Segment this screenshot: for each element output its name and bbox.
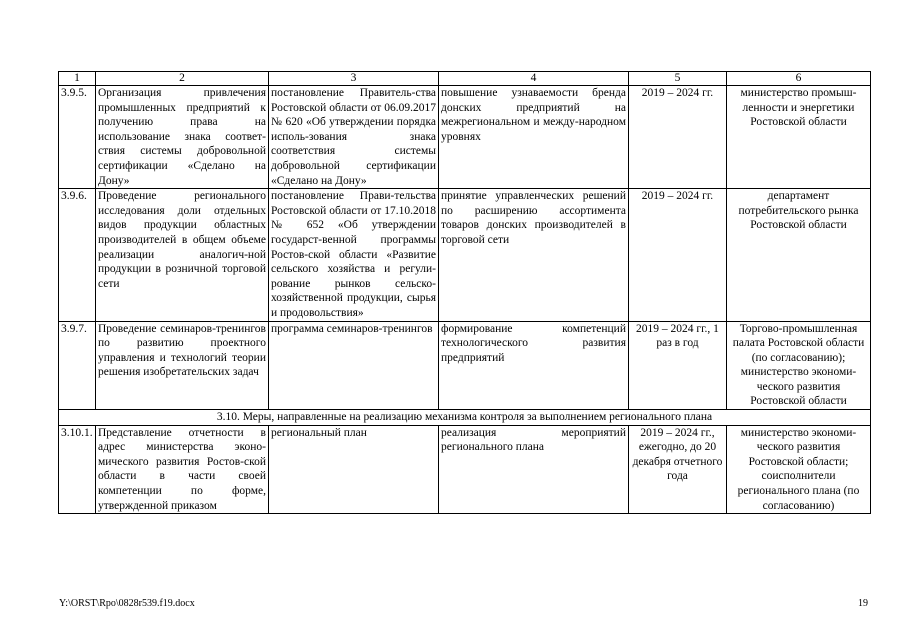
measure-cell: Представление отчетности в адрес министерства эконо-мического развития Ростов-ской области в части своей компетенции по форме, утвержденной приказом bbox=[96, 425, 269, 514]
result-cell: реализация мероприятий регионального плана bbox=[439, 425, 629, 514]
item-number: 3.9.7. bbox=[59, 321, 96, 410]
item-number: 3.9.5. bbox=[59, 86, 96, 189]
result-cell: повышение узнаваемости бренда донских предприятий на межрегиональном и между-народном уровнях bbox=[439, 86, 629, 189]
executor-cell: департамент потребительского рынка Ростовской области bbox=[727, 189, 871, 321]
result-cell: формирование компетенций технологического развития предприятий bbox=[439, 321, 629, 410]
measure-cell: Проведение регионального исследования доли отдельных видов продукции областных производителей в общем объеме реализации аналогич-ной продукции в розничной торговой сети bbox=[96, 189, 269, 321]
header-cell: 1 bbox=[59, 72, 96, 86]
executor-cell: Торгово-промышленная палата Ростовской области (по согласованию); министерство экономи-ческого развития Ростовской области bbox=[727, 321, 871, 410]
header-cell: 5 bbox=[629, 72, 727, 86]
measure-cell: Организация привлечения промышленных предприятий к получению права на использование знака соответ-ствия системы добровольной сертификации «Сделано на Дону» bbox=[96, 86, 269, 189]
table-row bbox=[59, 189, 871, 321]
document-cell: постановление Правитель-ства Ростовской области от 06.09.2017 № 620 «Об утверждении порядка исполь-зования знака соответствия системы добровольной сертификации «Сделано на Дону» bbox=[269, 86, 439, 189]
header-row bbox=[59, 72, 871, 86]
section-title: 3.10. Меры, направленные на реализацию механизма контроля за выполнением регионального плана bbox=[59, 410, 871, 426]
item-number: 3.10.1. bbox=[59, 425, 96, 514]
header-cell: 3 bbox=[269, 72, 439, 86]
header-cell: 4 bbox=[439, 72, 629, 86]
period-cell: 2019 – 2024 гг., 1 раз в год bbox=[629, 321, 727, 410]
document-cell: постановление Прави-тельства Ростовской области от 17.10.2018 № 652 «Об утверждении государст-венной программы Ростов-ской области «Развитие сельского хозяйства и регули-рование рынков сельско-хозяйственной продукции, сырья и продовольствия» bbox=[269, 189, 439, 321]
table-row bbox=[59, 321, 871, 410]
period-cell: 2019 – 2024 гг. bbox=[629, 189, 727, 321]
measure-cell: Проведение семинаров-тренингов по развитию проектного управления и технологий теории решения изобретательских задач bbox=[96, 321, 269, 410]
header-cell: 2 bbox=[96, 72, 269, 86]
period-cell: 2019 – 2024 гг., ежегодно, до 20 декабря отчетного года bbox=[629, 425, 727, 514]
header-cell: 6 bbox=[727, 72, 871, 86]
period-cell: 2019 – 2024 гг. bbox=[629, 86, 727, 189]
measures-table bbox=[58, 71, 871, 514]
executor-cell: министерство экономи-ческого развития Ростовской области; соисполнители регионального плана (по согласованию) bbox=[727, 425, 871, 514]
table-row bbox=[59, 425, 871, 514]
section-row bbox=[59, 410, 871, 426]
document-cell: программа семинаров-тренингов bbox=[269, 321, 439, 410]
page-number: 19 bbox=[858, 598, 868, 609]
executor-cell: министерство промыш-ленности и энергетики Ростовской области bbox=[727, 86, 871, 189]
table-row bbox=[59, 86, 871, 189]
result-cell: принятие управленческих решений по расширению ассортимента товаров донских производителей в торговой сети bbox=[439, 189, 629, 321]
file-path: Y:\ORST\Rpo\0828r539.f19.docx bbox=[59, 598, 195, 609]
document-cell: региональный план bbox=[269, 425, 439, 514]
item-number: 3.9.6. bbox=[59, 189, 96, 321]
